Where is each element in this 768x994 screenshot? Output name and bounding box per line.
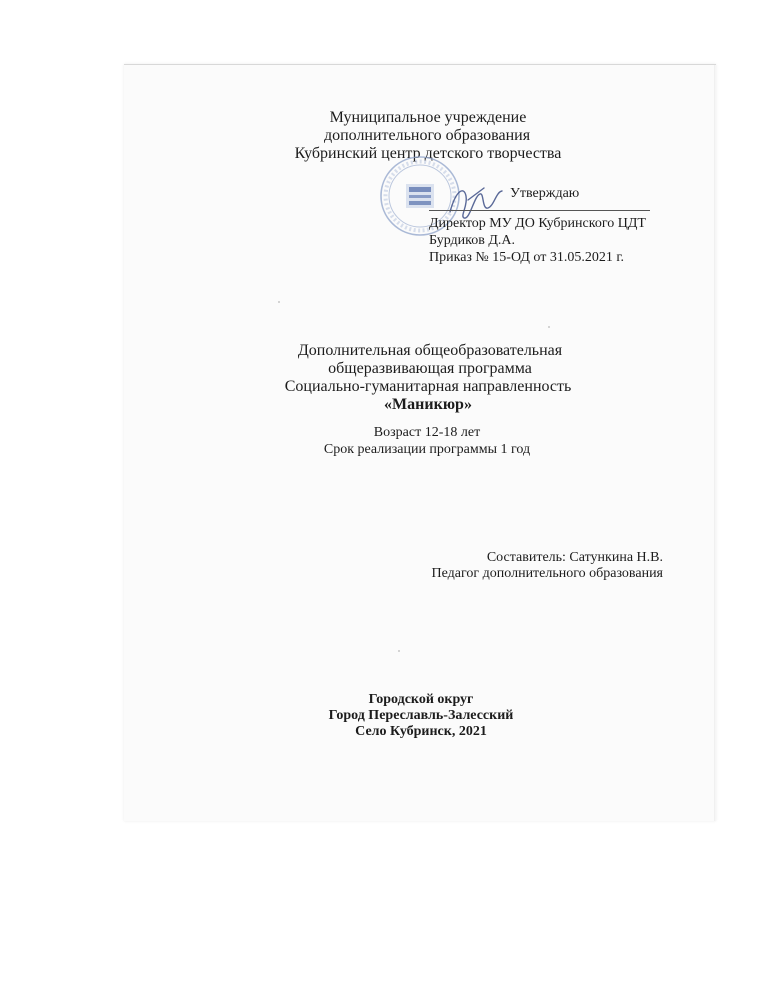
program-line-3: Социально-гуманитарная направленность [284, 378, 572, 395]
scan-speck [278, 301, 280, 303]
director-name: Бурдиков Д.А. [429, 233, 515, 248]
header-line-2: дополнительного образования [323, 127, 531, 144]
scan-speck [548, 326, 550, 328]
compiler-name: Составитель: Сатункина Н.В. [486, 550, 663, 565]
approve-label: Утверждаю [510, 186, 580, 201]
header-line-1: Муниципальное учреждение [329, 109, 527, 126]
header-line-3: Кубринский центр детского творчества [294, 145, 562, 162]
program-line-2: общеразвивающая программа [328, 360, 532, 377]
page-edge [714, 65, 716, 821]
footer-district: Городской округ [368, 692, 474, 707]
program-line-1: Дополнительная общеобразовательная [297, 342, 563, 359]
signature-line [429, 210, 650, 211]
footer-city: Город Переславль-Залесский [328, 708, 514, 723]
implementation-term: Срок реализации программы 1 год [323, 442, 531, 457]
scan-speck [398, 650, 400, 652]
order-number: Приказ № 15-ОД от 31.05.2021 г. [429, 250, 625, 265]
compiler-role: Педагог дополнительного образования [431, 566, 663, 581]
program-title: «Маникюр» [384, 396, 472, 413]
age-range: Возраст 12-18 лет [373, 425, 481, 440]
director-position: Директор МУ ДО Кубринского ЦДТ [429, 216, 646, 231]
footer-village-year: Село Кубринск, 2021 [355, 724, 487, 739]
